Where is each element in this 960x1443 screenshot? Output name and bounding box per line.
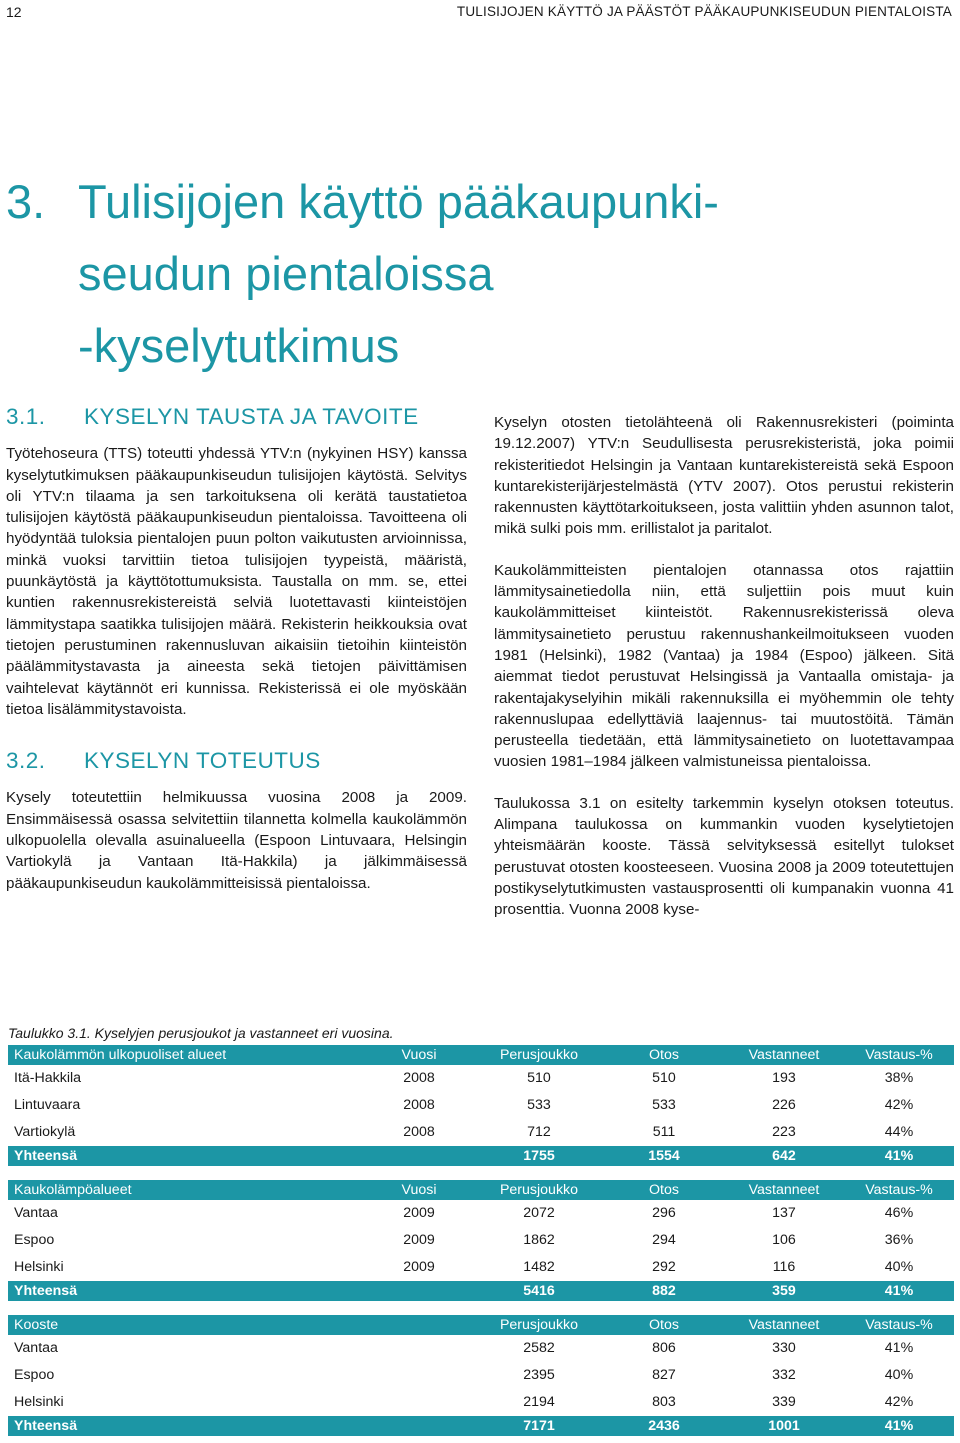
column-header: Vastaus-% (844, 1045, 954, 1065)
table-cell: 2009 (364, 1200, 474, 1227)
table-cell: 1755 (474, 1146, 604, 1167)
table-cell: 533 (474, 1092, 604, 1119)
section-title: KYSELYN TAUSTA JA TAVOITE (84, 404, 419, 429)
survey-table-1 (8, 1045, 954, 1167)
table-cell: 44% (844, 1119, 954, 1146)
table-cell: 2395 (474, 1362, 604, 1389)
table-cell: Helsinki (8, 1389, 364, 1416)
table-cell: Itä-Hakkila (8, 1065, 364, 1092)
table-cell (364, 1416, 474, 1437)
right-column (494, 412, 954, 941)
table-cell: 38% (844, 1065, 954, 1092)
page-number: 12 (6, 4, 22, 20)
table-cell: 510 (604, 1065, 724, 1092)
table-cell: Espoo (8, 1227, 364, 1254)
table-cell: 40% (844, 1254, 954, 1281)
table-cell: 40% (844, 1362, 954, 1389)
table-cell: 1862 (474, 1227, 604, 1254)
table-cell: 223 (724, 1119, 844, 1146)
column-header: Vastanneet (724, 1045, 844, 1065)
table-cell: 2008 (364, 1092, 474, 1119)
table-row (8, 1065, 954, 1092)
chapter-title (6, 166, 906, 382)
column-header: Vastanneet (724, 1180, 844, 1200)
table-cell: 41% (844, 1335, 954, 1362)
column-header: Otos (604, 1180, 724, 1200)
table-cell: Yhteensä (8, 1281, 364, 1302)
table-total-row (8, 1146, 954, 1167)
section-title: KYSELYN TOTEUTUS (84, 748, 321, 774)
table-cell: 46% (844, 1200, 954, 1227)
table-cell: 7171 (474, 1416, 604, 1437)
table-header-row (8, 1045, 954, 1065)
table-cell: Vartiokylä (8, 1119, 364, 1146)
table-cell: 296 (604, 1200, 724, 1227)
column-header: Vuosi (364, 1180, 474, 1200)
table-cell: Vantaa (8, 1200, 364, 1227)
column-header: Kaukolämpöalueet (8, 1180, 364, 1200)
table-cell: 882 (604, 1281, 724, 1302)
survey-table-3 (8, 1315, 954, 1437)
table-cell (364, 1335, 474, 1362)
table-row (8, 1119, 954, 1146)
column-header: Vastaus-% (844, 1315, 954, 1335)
left-column (6, 406, 467, 914)
table-header-row (8, 1315, 954, 1335)
table-cell: 510 (474, 1065, 604, 1092)
column-header (364, 1315, 474, 1335)
column-header: Perusjoukko (474, 1045, 604, 1065)
table-cell: 2008 (364, 1065, 474, 1092)
table-cell: 106 (724, 1227, 844, 1254)
table-total-row (8, 1416, 954, 1437)
table-row (8, 1227, 954, 1254)
table-cell: 1554 (604, 1146, 724, 1167)
running-header: TULISIJOJEN KÄYTTÖ JA PÄÄSTÖT PÄÄKAUPUNKISEUDUN PIENTALOISTA (456, 4, 952, 19)
section-1-paragraph: Työtehoseura (TTS) toteutti yhdessä YTV:n (nykyinen HSY) kanssa kyselytutkimuksen pääkaupunkiseudun tulisijojen käytöstä. Selvitys oli YTV:n tilaama ja sen tarkoituksena oli kerätä taustatietoa tulisijojen käytöstä pääkaupunkiseudun pientaloissa. Tavoitteena oli hyödyntää tuloksia pientalojen puun polton vaikutusten arvioinnissa, minkä vuoksi tarvittiin tietoa tulisijojen tyypeistä, määristä, puunkäytöstä ja käyttötottumuksista. Taustalla on mm. se, ettei kuntien rakennusrekistereistä selviä luotettavasti kiinteistöjen lämmitystapa saatikka tulisijojen määrä. Rekisterin heikkouksia ovat tietojen perustuminen rakennusluvan aikaisiin tietoihin kiinteistön päälämmitystavasta ja aineesta sekä tietojen päivittämisen vaihtelevat käytännöt eri kunnissa. Rekisterissä ei ole myöskään tietoa lisälämmitystavoista. (6, 445, 467, 718)
table-caption: Taulukko 3.1. Kyselyjen perusjoukot ja vastanneet eri vuosina. (8, 1025, 394, 1041)
table-cell: 803 (604, 1389, 724, 1416)
table-cell: Helsinki (8, 1254, 364, 1281)
column-header: Perusjoukko (474, 1180, 604, 1200)
table-cell: 533 (604, 1092, 724, 1119)
table-cell: 827 (604, 1362, 724, 1389)
table-cell: 330 (724, 1335, 844, 1362)
table-cell: 339 (724, 1389, 844, 1416)
chapter-number: 3. (6, 175, 46, 228)
table-cell: 42% (844, 1389, 954, 1416)
table-cell: 41% (844, 1146, 954, 1167)
column-header: Vastanneet (724, 1315, 844, 1335)
table-cell: 2009 (364, 1254, 474, 1281)
chapter-title-text1: Tulisijojen käyttö pääkaupunki- (78, 175, 719, 228)
table-row (8, 1362, 954, 1389)
column-header: Kaukolämmön ulkopuoliset alueet (8, 1045, 364, 1065)
survey-table-2 (8, 1180, 954, 1302)
table-cell: 41% (844, 1281, 954, 1302)
right-paragraph-3: Taulukossa 3.1 on esitelty tarkemmin kyselyn otoksen toteutus. Alimpana taulukossa on kummankin vuoden kyselytietojen yhteismäärän kooste. Tässä selvityksessä esitellyt tulokset perustuvat otosten koosteeseen. Vuosina 2008 ja 2009 toteutettujen postikyselytutkimusten vastausprosentti oli kumpanakin vuonna 41 prosenttia. Vuonna 2008 kyse- (494, 794, 954, 919)
table-row (8, 1254, 954, 1281)
table-cell: 1482 (474, 1254, 604, 1281)
table-cell (364, 1389, 474, 1416)
table-cell: Lintuvaara (8, 1092, 364, 1119)
table-cell: 2009 (364, 1227, 474, 1254)
table-cell: 2582 (474, 1335, 604, 1362)
section-heading-3-1 (6, 406, 467, 427)
chapter-title-line1 (6, 175, 719, 228)
column-header: Otos (604, 1315, 724, 1335)
table-cell: Yhteensä (8, 1416, 364, 1437)
table-cell: 137 (724, 1200, 844, 1227)
table-header-row (8, 1180, 954, 1200)
column-header: Vastaus-% (844, 1180, 954, 1200)
table-cell: 332 (724, 1362, 844, 1389)
table-row (8, 1092, 954, 1119)
table-cell (364, 1281, 474, 1302)
table-cell: 2072 (474, 1200, 604, 1227)
table-cell: 41% (844, 1416, 954, 1437)
table-cell: 193 (724, 1065, 844, 1092)
table-cell: 642 (724, 1146, 844, 1167)
table-cell: 292 (604, 1254, 724, 1281)
table-cell: 2008 (364, 1119, 474, 1146)
table-cell: 116 (724, 1254, 844, 1281)
column-header: Perusjoukko (474, 1315, 604, 1335)
table-cell: 2194 (474, 1389, 604, 1416)
right-paragraph-2: Kaukolämmitteisten pientalojen otannassa otos rajattiin lämmitysainetiedolla niin, että suljettiin pois muut kuin kaukolämmitteiset kiinteistöt. Rakennusrekisterissä oleva lämmitysainetieto perustuu rakennushankeilmoitukseen vuoden 1981 (Helsinki), 1982 (Vantaa) ja 1984 (Espoo) jälkeen. Sitä aiemmat tiedot perustuvat Helsingissä ja Vantaalla omistaja- ja rakentajakyselyihin mikäli rakennuksilla ei myöhemmin ole tehty rakennuslupaa edellyttäviä laajennus- tai muutostöitä. Tämän perusteella tiedetään, että lämmitysainetieto on luotettavampaa vuosien 1981–1984 jälkeen valmistuneissa pientaloissa. (494, 561, 954, 771)
table-cell: Yhteensä (8, 1146, 364, 1167)
table-row (8, 1335, 954, 1362)
table-cell: Vantaa (8, 1335, 364, 1362)
table-cell: 712 (474, 1119, 604, 1146)
right-paragraph-1: Kyselyn otosten tietolähteenä oli Rakennusrekisteri (poiminta 19.12.2007) YTV:n Seudullisesta perusrekisteristä, joka poimii rekisteritiedot Helsingin ja Vantaan kuntarekistereistä sekä Espoon kuntarekisterijärjestelmästä (YTV 2007). Otos perustui rekisterin rakennusten käyttötarkoitukseen, josta valittiin yhden asunnon talot, mikä sulki pois mm. erillistalot ja paritalot. (494, 414, 954, 538)
table-cell: 5416 (474, 1281, 604, 1302)
table-cell: 359 (724, 1281, 844, 1302)
table-cell: 36% (844, 1227, 954, 1254)
table-cell: Espoo (8, 1362, 364, 1389)
table-cell: 511 (604, 1119, 724, 1146)
table-cell: 226 (724, 1092, 844, 1119)
table-cell (364, 1362, 474, 1389)
table-cell: 294 (604, 1227, 724, 1254)
table-cell: 2436 (604, 1416, 724, 1437)
column-header: Vuosi (364, 1045, 474, 1065)
column-header: Otos (604, 1045, 724, 1065)
table-row (8, 1200, 954, 1227)
chapter-title-line3: -kyselytutkimus (78, 319, 400, 372)
table-cell: 1001 (724, 1416, 844, 1437)
section-2-paragraph: Kysely toteutettiin helmikuussa vuosina 2008 ja 2009. Ensimmäisessä osassa selvitettiin tilannetta kolmella kaukolämmön ulkopuolella olevalla asuinalueella (Espoon Lintuvaara, Helsingin Vartiokylä ja Vantaan Itä-Hakkila) ja jälkimmäisessä pääkaupunkiseudun kaukolämmitteisissä pientaloissa. (6, 789, 467, 892)
column-header: Kooste (8, 1315, 364, 1335)
table-total-row (8, 1281, 954, 1302)
section-number: 3.1. (6, 404, 46, 429)
chapter-title-line2: seudun pientaloissa (78, 247, 494, 300)
table-cell: 806 (604, 1335, 724, 1362)
table-cell (364, 1146, 474, 1167)
table-cell: 42% (844, 1092, 954, 1119)
section-heading-3-2 (6, 748, 467, 774)
section-number: 3.2. (6, 748, 46, 774)
table-row (8, 1389, 954, 1416)
